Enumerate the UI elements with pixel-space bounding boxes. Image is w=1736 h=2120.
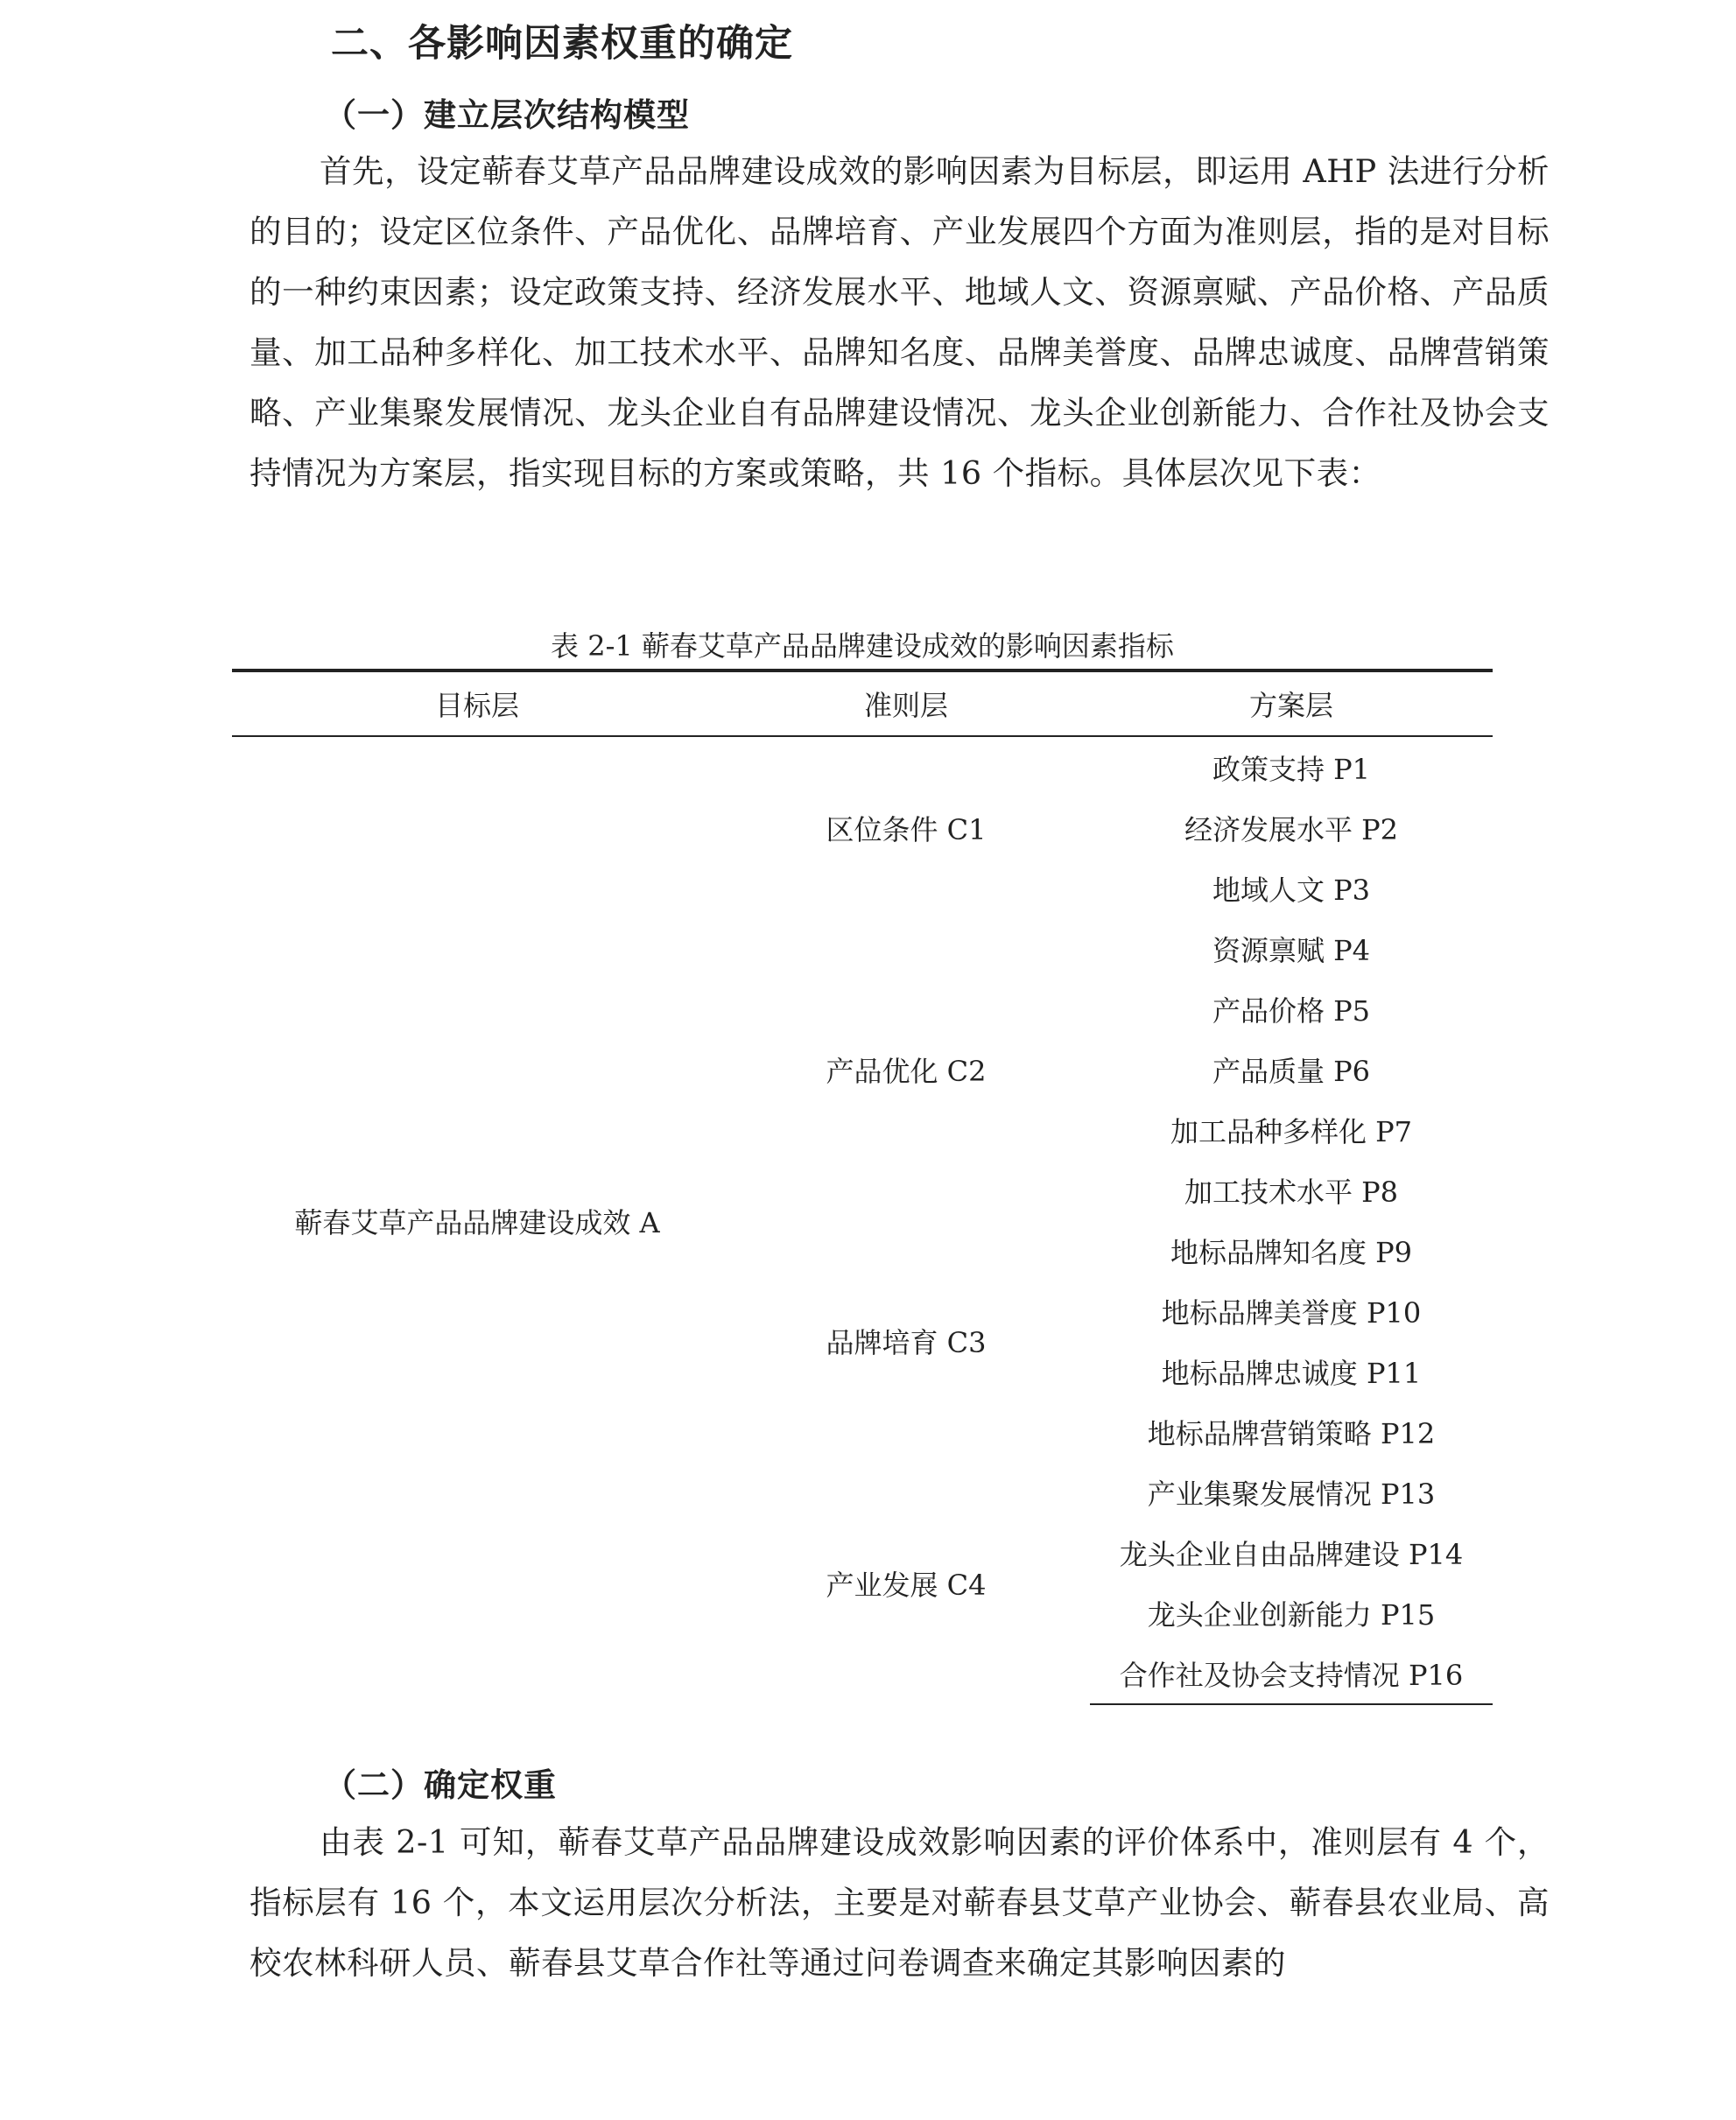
plan-cell: 加工品种多样化 P7	[1170, 1114, 1413, 1148]
plan-cell: 地标品牌知名度 P9	[1170, 1235, 1413, 1269]
paragraph-determine-weights: 由表 2-1 可知，蕲春艾草产品品牌建设成效影响因素的评价体系中，准则层有 4 个，指标层有 16 个，本文运用层次分析法，主要是对蕲春县艾草产业协会、蕲春县农业局、高校农林科研人员、蕲春县艾草合作社等通过问卷调查来确定其影响因素的	[250, 1823, 1550, 1982]
subsection-heading-determine-weights: （二）确定权重	[324, 1766, 557, 1804]
criteria-cell: 品牌培育 C3	[826, 1326, 987, 1359]
criteria-cell: 产业发展 C4	[826, 1568, 987, 1602]
section-heading: 二、各影响因素权重的确定	[331, 22, 793, 66]
plan-cell: 龙头企业自由品牌建设 P14	[1119, 1537, 1464, 1571]
plan-cell: 产品价格 P5	[1212, 993, 1371, 1028]
plan-cell: 地标品牌忠诚度 P11	[1161, 1356, 1422, 1390]
plan-cell: 合作社及协会支持情况 P16	[1090, 1643, 1493, 1704]
plan-cell: 地域人文 P3	[1212, 873, 1371, 907]
plan-cell: 经济发展水平 P2	[1184, 812, 1399, 846]
plan-cell: 资源禀赋 P4	[1212, 933, 1371, 967]
criteria-cell: 产品优化 C2	[826, 1054, 987, 1088]
subsection-heading-hierarchy-model: （一）建立层次结构模型	[324, 96, 690, 134]
table-caption: 表 2-1 蕲春艾草产品品牌建设成效的影响因素指标	[551, 629, 1174, 663]
criteria-cell: 区位条件 C1	[826, 812, 987, 846]
indicator-table	[232, 669, 1493, 1705]
plan-cell: 加工技术水平 P8	[1184, 1175, 1399, 1209]
table-header-row	[232, 670, 1493, 736]
plan-cell: 龙头企业创新能力 P15	[1147, 1597, 1436, 1632]
plan-cell: 政策支持 P1	[1212, 752, 1371, 786]
header-goal-layer: 目标层	[232, 670, 722, 736]
plan-cell: 产业集聚发展情况 P13	[1147, 1477, 1436, 1511]
plan-cell: 地标品牌营销策略 P12	[1147, 1416, 1436, 1450]
plan-cell: 产品质量 P6	[1212, 1054, 1371, 1088]
header-criteria-layer: 准则层	[722, 670, 1090, 736]
plan-cell: 地标品牌美誉度 P10	[1161, 1295, 1422, 1330]
header-plan-layer: 方案层	[1090, 670, 1493, 736]
paragraph-hierarchy-model: 首先，设定蕲春艾草产品品牌建设成效的影响因素为目标层，即运用 AHP 法进行分析的目的；设定区位条件、产品优化、品牌培育、产业发展四个方面为准则层，指的是对目标的一种约束因素；设定政策支持、经济发展水平、地域人文、资源禀赋、产品价格、产品质量、加工品种多样化、加工技术水平、品牌知名度、品牌美誉度、品牌忠诚度、品牌营销策略、产业集聚发展情况、龙头企业自有品牌建设情况、龙头企业创新能力、合作社及协会支持情况为方案层，指实现目标的方案或策略，共 16 个指标。具体层次见下表：	[250, 152, 1550, 492]
goal-cell: 蕲春艾草产品品牌建设成效 A	[294, 1205, 660, 1239]
table-row	[232, 736, 1493, 797]
